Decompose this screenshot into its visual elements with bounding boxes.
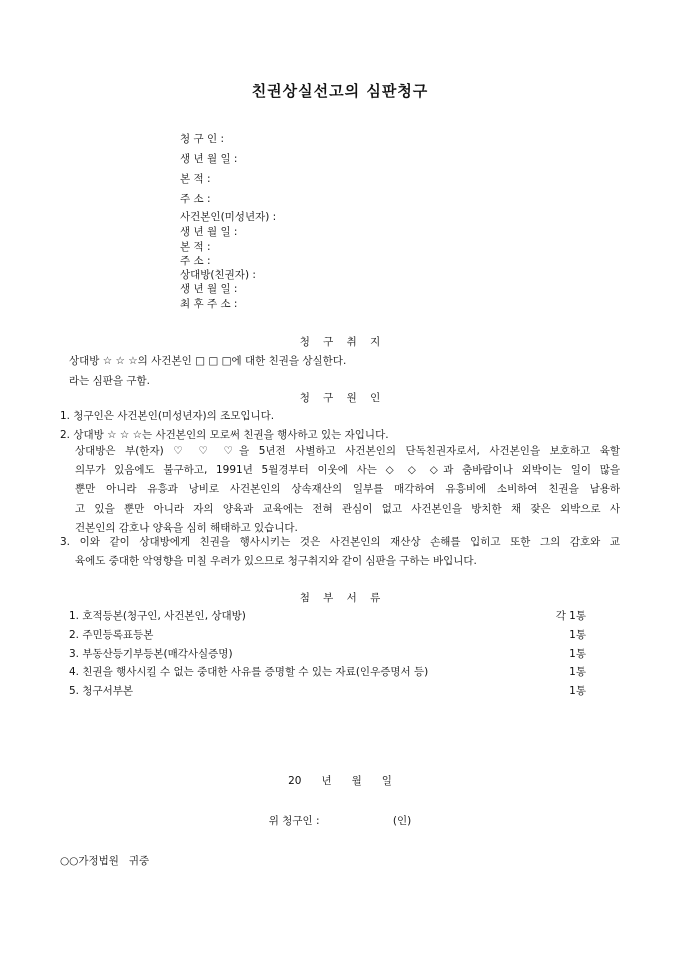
purpose-line-2: 라는 심판을 구함. bbox=[69, 375, 151, 387]
party-line-respondent-birthdate: 생 년 월 일 : bbox=[180, 283, 238, 295]
party-line-claimant-birthdate: 생 년 월 일 : bbox=[180, 153, 238, 165]
attachment-label: 2. 주민등록표등본 bbox=[69, 629, 154, 641]
party-line-minor: 사건본인(미성년자) : bbox=[180, 211, 277, 223]
attachment-label: 4. 친권을 행사시킬 수 없는 중대한 사유를 증명할 수 있는 자료(인우증명서 등) bbox=[69, 666, 429, 678]
attachment-item bbox=[69, 664, 586, 679]
party-line-minor-address: 주 소 : bbox=[180, 255, 211, 267]
party-line-respondent: 상대방(친권자) : bbox=[180, 269, 256, 281]
attachment-count: 각 1통 bbox=[555, 610, 586, 622]
claimant-signature: 위 청구인 : (인) bbox=[268, 815, 412, 827]
party-line-respondent-last-address: 최 후 주 소 : bbox=[180, 298, 238, 310]
cause-item-2-line: 고 있을 뿐만 아니라 자의 양육과 교육에는 전혀 관심이 없고 사건본인을 방치한 채 잦은 외박으로 사 bbox=[75, 502, 620, 515]
cause-item-2-line: 건본인의 감호나 양육을 심히 해태하고 있습니다. bbox=[75, 521, 298, 534]
attachments-heading: 첨 부 서 류 bbox=[299, 592, 381, 604]
cause-item-2-line: 뿐만 아니라 유흥과 낭비로 사건본인의 상속재산의 일부를 매각하여 유흥비에 소비하여 친권을 남용하 bbox=[75, 483, 620, 496]
cause-item-2-line: 상대방은 부(한자) ♡ ♡ ♡을 5년전 사별하고 사건본인의 단독친권자로서, 사건본인을 보호하고 육할 bbox=[75, 445, 620, 457]
party-line-claimant-domicile: 본 적 : bbox=[180, 173, 211, 185]
attachment-label: 3. 부동산등기부등본(매각사실증명) bbox=[69, 648, 233, 660]
party-line-claimant-address: 주 소 : bbox=[180, 193, 211, 205]
attachment-count: 1통 bbox=[569, 648, 586, 660]
cause-item-3 bbox=[60, 533, 620, 571]
filing-date: 20 년 월 일 bbox=[288, 775, 392, 787]
attachment-count: 1통 bbox=[569, 629, 586, 641]
party-line-claimant: 청 구 인 : bbox=[180, 133, 224, 145]
attachment-count: 1통 bbox=[569, 666, 586, 678]
cause-item-2-line: 의무가 있음에도 불구하고, 1991년 5월경부터 이웃에 사는 ◇ ◇ ◇과 춤바람이나 외박이는 일이 많을 bbox=[75, 464, 620, 477]
cause-item-1: 1. 청구인은 사건본인(미성년자)의 조모입니다. bbox=[60, 410, 275, 422]
attachment-item bbox=[69, 627, 586, 642]
attachment-item bbox=[69, 683, 586, 698]
cause-item-2-intro: 2. 상대방 ☆ ☆ ☆는 사건본인의 모로써 친권을 행사하고 있는 자입니다. bbox=[60, 429, 389, 441]
court-addressee: ○○가정법원 귀중 bbox=[60, 855, 150, 867]
cause-heading: 청 구 원 인 bbox=[299, 392, 381, 404]
attachment-item bbox=[69, 608, 586, 623]
attachment-item bbox=[69, 646, 586, 661]
party-line-minor-birthdate: 생 년 월 일 : bbox=[180, 226, 238, 238]
cause-item-2-body bbox=[75, 442, 620, 538]
attachment-label: 1. 호적등본(청구인, 사건본인, 상대방) bbox=[69, 610, 246, 622]
document-title: 친권상실선고의 심판청구 bbox=[251, 82, 429, 100]
cause-item-3-line: 3. 이와 같이 상대방에게 친권을 행사시키는 것은 사건본인의 재산상 손해를 입히고 또한 그의 감호와 교 bbox=[60, 536, 620, 548]
party-line-minor-domicile: 본 적 : bbox=[180, 241, 211, 253]
purpose-line-1: 상대방 ☆ ☆ ☆의 사건본인 □ □ □에 대한 친권을 상실한다. bbox=[69, 355, 347, 367]
attachment-label: 5. 청구서부본 bbox=[69, 685, 134, 697]
attachment-count: 1통 bbox=[569, 685, 586, 697]
purpose-heading: 청 구 취 지 bbox=[299, 336, 381, 348]
cause-item-3-line: 육에도 중대한 악영향을 미칠 우려가 있으므로 청구취지와 같이 심판을 구하는 바입니다. bbox=[75, 555, 477, 568]
